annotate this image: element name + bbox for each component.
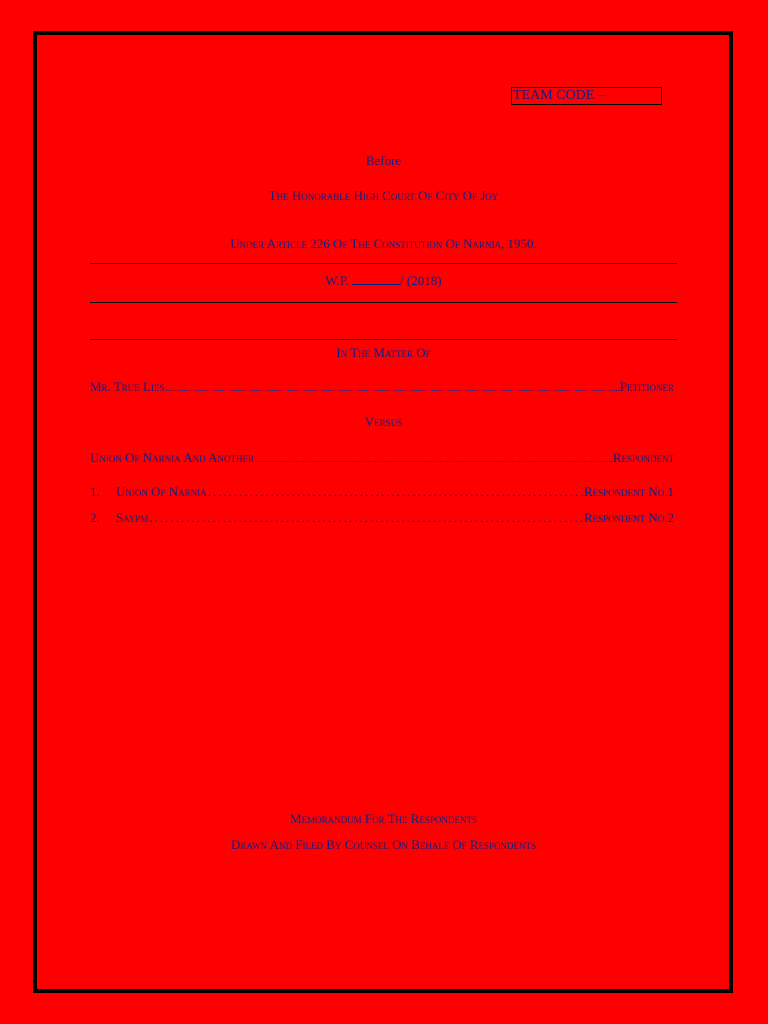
- wp-blank: [352, 272, 400, 285]
- leader-dots: [255, 451, 612, 467]
- list-name: Saypm: [116, 510, 149, 525]
- respondent-list-item: [90, 510, 674, 526]
- versus-label: Versus: [364, 414, 403, 429]
- respondent-role: Respondent: [612, 450, 674, 465]
- divider: [90, 263, 677, 264]
- list-number: 2.: [90, 510, 100, 525]
- before-label: Before: [365, 153, 402, 168]
- leader-dots: [149, 510, 583, 526]
- divider: [90, 302, 677, 303]
- memorandum-title: Memorandum For The Respondents: [290, 811, 477, 826]
- petitioner-row: [90, 379, 674, 396]
- wp-prefix: W.P.: [325, 273, 349, 288]
- wp-suffix: / (2018): [400, 273, 442, 288]
- petitioner-role: Petitioner: [619, 379, 674, 394]
- list-role: Respondent No.2: [583, 510, 674, 525]
- petitioner-name: Mr. True Lies: [90, 379, 165, 394]
- respondent-name: Union Of Narnia And Another: [90, 450, 255, 465]
- court-name: The Honorable High Court Of City Of Joy: [268, 188, 499, 203]
- leader-dots: [208, 484, 583, 500]
- team-code-box: TEAM CODE –: [511, 87, 662, 105]
- divider: [90, 339, 677, 340]
- list-role: Respondent No.1: [583, 484, 674, 499]
- list-name: Union Of Narnia: [116, 484, 207, 499]
- leader-dots: [165, 380, 618, 396]
- list-number: 1.: [90, 484, 100, 499]
- matter-heading: In The Matter Of: [336, 345, 431, 360]
- drawn-and-filed-line: Drawn And Filed By Counsel On Behalf Of Respondents: [230, 837, 537, 852]
- writ-petition-number: [90, 272, 677, 289]
- respondent-row: [90, 450, 674, 467]
- article-line: Under Article 226 Of The Constitution Of Narnia, 1950.: [230, 236, 537, 251]
- respondent-list-item: [90, 484, 674, 500]
